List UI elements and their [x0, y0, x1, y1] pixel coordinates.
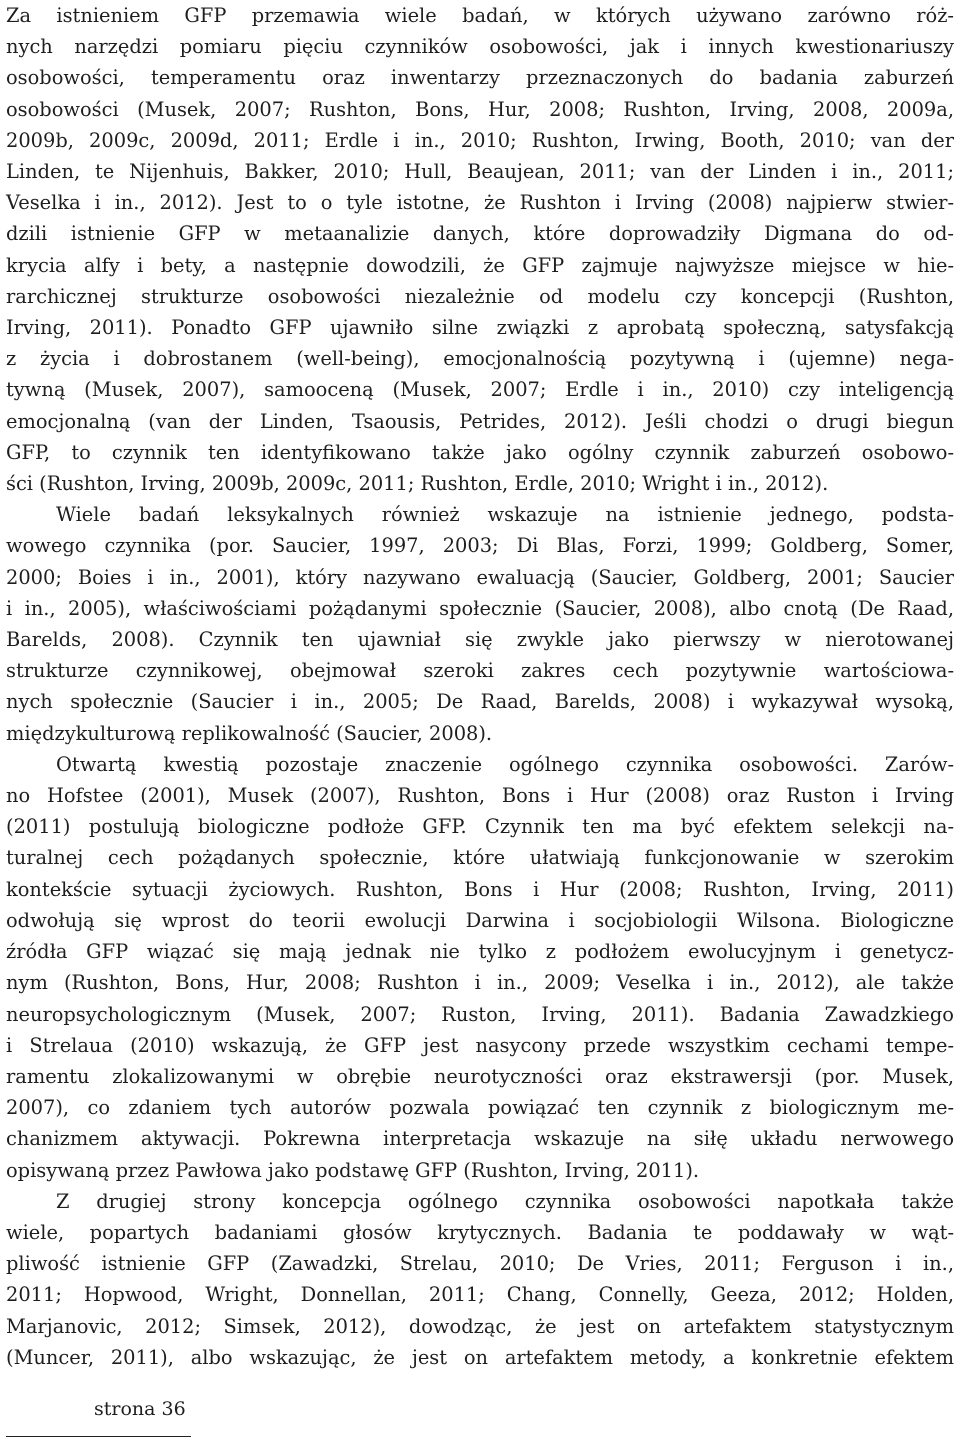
text-line: Veselka i in., 2012). Jest to o tyle istotne, że Rushton i Irving (2008) najpierw stwier- [6, 191, 954, 215]
text-line: tywną (Musek, 2007), samooceną (Musek, 2007; Erdle i in., 2010) czy inteligencją [6, 378, 954, 402]
text-line: chanizmem aktywacji. Pokrewna interpretacja wskazuje na siłę układu nerwowego [6, 1127, 954, 1151]
text-line: strukturze czynnikowej, obejmował szeroki zakres cech pozytywnie wartościowa- [6, 659, 954, 683]
text-line: Linden, te Nijenhuis, Bakker, 2010; Hull, Beaujean, 2011; van der Linden i in., 2011; [6, 160, 954, 184]
text-line: Irving, 2011). Ponadto GFP ujawniło silne związki z aprobatą społeczną, satysfakcją [6, 316, 954, 340]
text-line: ści (Rushton, Irving, 2009b, 2009c, 2011; Rushton, Erdle, 2010; Wright i in., 2012). [6, 472, 829, 496]
text-line: ramentu zlokalizowanymi w obrębie neurotyczności oraz ekstrawersji (por. Musek, [6, 1064, 954, 1088]
text-line: wiele, popartych badaniami głosów krytycznych. Badania te poddawały w wąt- [6, 1220, 954, 1244]
text-line: nym (Rushton, Bons, Hur, 2008; Rushton i in., 2009; Veselka i in., 2012), ale także [6, 971, 954, 995]
text-line: źródła GFP wiązać się mają jednak nie tylko z podłożem ewolucyjnym i genetycz- [6, 940, 954, 964]
text-line: Z drugiej strony koncepcja ogólnego czynnika osobowości napotkała także [56, 1189, 954, 1213]
text-line: no Hofstee (2001), Musek (2007), Rushton, Bons i Hur (2008) oraz Ruston i Irving [6, 784, 954, 808]
text-line: i Strelaua (2010) wskazują, że GFP jest nasycony przede wszystkim cechami tempe- [6, 1033, 954, 1057]
text-line: turalnej cech pożądanych społecznie, które ułatwiają funkcjonowanie w szerokim [6, 846, 954, 870]
text-line: 2000; Boies i in., 2001), który nazywano ewaluacją (Saucier, Goldberg, 2001; Saucier [6, 565, 954, 589]
text-line: neuropsychologicznym (Musek, 2007; Ruston, Irving, 2011). Badania Zawadzkiego [6, 1002, 954, 1026]
text-line: rarchicznej strukturze osobowości niezależnie od modelu czy koncepcji (Rushton, [6, 284, 954, 308]
text-line: 2007), co zdaniem tych autorów pozwala powiązać ten czynnik z biologicznym me- [6, 1096, 954, 1120]
text-line: (2011) postulują biologiczne podłoże GFP. Czynnik ten ma być efektem selekcji na- [6, 815, 954, 839]
text-line: (Muncer, 2011), albo wskazując, że jest on artefaktem metody, a konkretnie efektem [6, 1345, 954, 1369]
text-line: i in., 2005), właściwościami pożądanymi społecznie (Saucier, 2008), albo cnotą (De Raad, [6, 596, 954, 620]
text-line: dzili istnienie GFP w metaanalizie danych, które doprowadziły Digmana do od- [6, 222, 954, 246]
paragraph-3 [6, 749, 954, 1186]
paragraph-4 [6, 1186, 954, 1373]
text-line: odwołują się wprost do teorii ewolucji Darwina i socjobiologii Wilsona. Biologiczne [6, 908, 954, 932]
text-line: krycia alfy i bety, a następnie dowodzili, że GFP zajmuje najwyższe miejsce w hie- [6, 253, 954, 277]
text-line: z życia i dobrostanem (well-being), emocjonalnością pozytywną i (ujemne) nega- [6, 347, 954, 371]
text-line: międzykulturową replikowalność (Saucier, 2008). [6, 721, 493, 745]
page-number: strona 36 [94, 1398, 186, 1420]
paragraph-1 [6, 0, 954, 499]
text-line: GFP, to czynnik ten identyfikowano także jako ogólny czynnik zaburzeń osobowo- [6, 440, 954, 464]
text-line: pliwość istnienie GFP (Zawadzki, Strelau, 2010; De Vries, 2011; Ferguson i in., [6, 1252, 954, 1276]
footer-rule [6, 1436, 191, 1437]
text-line: Wiele badań leksykalnych również wskazuje na istnienie jednego, podsta- [56, 503, 954, 527]
text-line: 2011; Hopwood, Wright, Donnellan, 2011; Chang, Connelly, Geeza, 2012; Holden, [6, 1283, 954, 1307]
text-line: opisywaną przez Pawłowa jako podstawę GFP (Rushton, Irving, 2011). [6, 1158, 700, 1182]
text-line: 2009b, 2009c, 2009d, 2011; Erdle i in., 2010; Rushton, Irwing, Booth, 2010; van der [6, 128, 954, 152]
text-line: Marjanovic, 2012; Simsek, 2012), dowodząc, że jest on artefaktem statystycznym [6, 1314, 954, 1338]
text-line: nych narzędzi pomiaru pięciu czynników osobowości, jak i innych kwestionariuszy [6, 35, 954, 59]
text-line: osobowości (Musek, 2007; Rushton, Bons, Hur, 2008; Rushton, Irving, 2008, 2009a, [6, 97, 954, 121]
text-line: emocjonalną (van der Linden, Tsaousis, Petrides, 2012). Jeśli chodzi o drugi biegun [6, 409, 954, 433]
text-line: Za istnieniem GFP przemawia wiele badań, w których używano zarówno róż- [6, 4, 954, 27]
text-line: kontekście sytuacji życiowych. Rushton, Bons i Hur (2008; Rushton, Irving, 2011) [6, 877, 954, 901]
paragraph-2 [6, 499, 954, 749]
text-line: nych społecznie (Saucier i in., 2005; De Raad, Barelds, 2008) i wykazywał wysoką, [6, 690, 954, 714]
text-line: osobowości, temperamentu oraz inwentarzy przeznaczonych do badania zaburzeń [6, 66, 954, 90]
text-line: Barelds, 2008). Czynnik ten ujawniał się zwykle jako pierwszy w nierotowanej [6, 628, 954, 652]
text-line: Otwartą kwestią pozostaje znaczenie ogólnego czynnika osobowości. Zarów- [56, 752, 954, 776]
text-line: wowego czynnika (por. Saucier, 1997, 2003; Di Blas, Forzi, 1999; Goldberg, Somer, [6, 534, 954, 558]
document-body [6, 0, 954, 1373]
